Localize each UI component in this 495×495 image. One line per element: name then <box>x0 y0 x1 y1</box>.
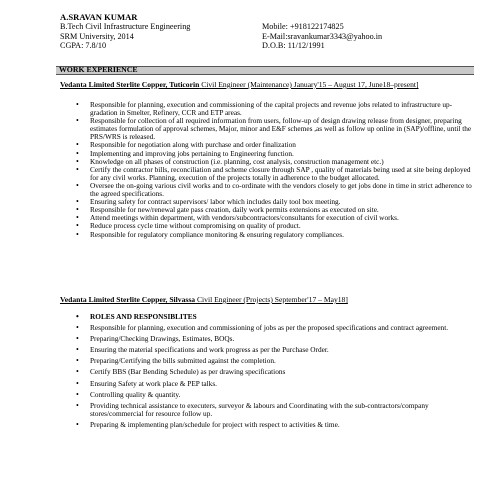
cgpa: CGPA: 7.8/10 <box>60 40 107 50</box>
header-left <box>60 13 190 50</box>
list-item: • Providing technical assistance to executers, surveyor & labours and Coordinating with the sub-contractors/company stores/commercial for resource follow up. <box>76 402 474 418</box>
job2-company: Vedanta Limited Sterlite Copper, Silvassa <box>60 295 196 304</box>
mobile: Mobile: +918122174825 <box>262 22 344 32</box>
list-item: • Knowledge on all phases of construction (i.e. planning, cost analysis, construction management etc.) <box>76 158 474 166</box>
list-item: • Ensuring Safety at work place & PEP talks. <box>76 380 474 388</box>
degree: B.Tech Civil Infrastructure Engineering <box>60 22 191 32</box>
list-item: • Oversee the on-going various civil works and to co-ordinate with the vendors closely to get jobs done in time in strict adherence to the agreed specifications. <box>76 182 474 198</box>
list-item: • Ensuring safety for contract supervisors/ labor which includes daily tool box meeting. <box>76 198 474 206</box>
job1-role: Civil Engineer (Maintenance) January'15 – August 17, June18–present] <box>201 80 419 89</box>
list-item: • Ensuring the material specifications and work progress as per the Purchase Order. <box>76 346 474 354</box>
list-item: • Responsible for collection of all required information from users, follow-up of design drawing release from designer, preparing estimates formulation of approval schemes, Major, minor and E&F schemes ,as well as follow up online in (SAP)/offline, until the PRS/WRS is released. <box>76 117 474 141</box>
job2-role: Civil Engineer (Projects) September'17 – May18] <box>196 295 348 304</box>
job2-bullets <box>76 313 474 432</box>
list-item: • Responsible for new/renewal gate pass creation, daily work permits extensions as executed on site. <box>76 206 474 214</box>
roles-heading: • ROLES AND RESPONSIBLITES <box>76 313 474 321</box>
list-item: • Preparing/Checking Drawings, Estimates, BOQs. <box>76 335 474 343</box>
list-item: • Controlling quality & quantity. <box>76 391 474 399</box>
list-item: • Responsible for regulatory compliance monitoring & ensuring regulatory compliances. <box>76 231 474 239</box>
list-item: • Responsible for planning, execution and commissioning of the capital projects and revenue jobs related to infrastructure up- gradation in Smelter, Refinery, CCR and ETP areas. <box>76 101 474 117</box>
job1-title <box>60 81 470 90</box>
list-item: • Implementing and improving jobs pertaining to Engineering function. <box>76 150 474 158</box>
job2-title <box>60 296 470 305</box>
dob: D.O.B: 11/12/1991 <box>262 40 325 50</box>
list-item: • Certify the contractor bills, reconciliation and scheme closure through SAP , quality of materials being used at site being deployed for any civil works. Planning, execution of the projects totally in adherence to the budget allocated. <box>76 166 474 182</box>
email: E-Mail:sravankumar3343@yahoo.in <box>262 31 383 41</box>
university: SRM University, 2014 <box>60 31 134 41</box>
list-item: • Responsible for negotiation along with purchase and order finalization <box>76 141 474 149</box>
header-right <box>262 13 382 50</box>
list-item: • Certify BBS (Bar Bending Schedule) as per drawing specifications <box>76 368 474 376</box>
list-item: • Preparing/Certifying the bills submitted against the completion. <box>76 357 474 365</box>
list-item: • Reduce process cycle time without compromising on quality of product. <box>76 222 474 230</box>
section-bar-work-experience <box>56 66 474 75</box>
list-item: • Preparing & implementing plan/schedule for project with respect to activities & time. <box>76 421 474 429</box>
job1-bullets <box>76 101 474 239</box>
list-item: • Responsible for planning, execution and commissioning of jobs as per the proposed specifications and contract agreement. <box>76 324 474 332</box>
job1-company: Vedanta Limited Sterlite Copper, Tuticorin <box>60 80 200 89</box>
candidate-name: A.SRAVAN KUMAR <box>60 12 138 22</box>
list-item: • Attend meetings within department, with vendors/subcontractors/consultants for execution of civil works. <box>76 214 474 222</box>
section-title: WORK EXPERIENCE <box>59 65 138 74</box>
